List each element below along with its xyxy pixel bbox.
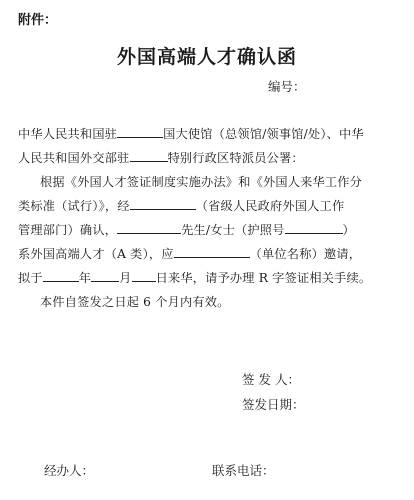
text-segment: 国大使馆（总领馆/领事馆/处）、中华 (163, 127, 364, 141)
issuer-label: 签 发 人： (242, 372, 300, 387)
attachment-label: 附件： (18, 13, 58, 28)
text-segment: 人民共和国外交部驻 (18, 151, 130, 165)
text-segment: （单位名称）邀请， (249, 247, 362, 261)
month-blank (91, 270, 119, 282)
serial-number-label: 编号： (268, 79, 306, 94)
phone-label: 联系电话： (212, 463, 275, 478)
issue-date-label: 签发日期： (242, 397, 305, 412)
country-blank (117, 126, 163, 138)
text-segment: 日来华，请予办理 R 字签证相关手续。 (155, 271, 372, 285)
passport-blank (285, 222, 343, 234)
name-blank (117, 222, 181, 234)
year-blank (43, 270, 79, 282)
document-title: 外国高端人才确认函 (116, 46, 297, 68)
body-line-7 (18, 269, 371, 286)
body-line-2 (18, 149, 304, 166)
body-line-5 (18, 221, 355, 238)
body-line-4 (18, 197, 344, 214)
text-segment: 年 (78, 271, 92, 285)
text-segment: 先生/女士（护照号 (181, 223, 285, 237)
text-segment: 特别行政区特派员公署： (167, 151, 304, 165)
body-line-6 (18, 245, 361, 262)
body-line-1 (18, 125, 364, 142)
handler-label: 经办人： (44, 463, 95, 478)
day-blank (132, 270, 156, 282)
region-blank (130, 150, 168, 162)
text-segment: 月 (119, 271, 132, 285)
text-segment: 管理部门）确认， (18, 223, 118, 237)
province-blank (130, 198, 196, 210)
text-segment: 中华人民共和国驻 (18, 127, 118, 141)
body-line-8: 本件自签发之日起 6 个月内有效。 (40, 295, 230, 309)
text-segment: （省级人民政府外国人工作 (195, 199, 345, 213)
employer-blank (174, 246, 250, 258)
text-segment: 类标准（试行）》，经 (18, 199, 130, 213)
text-segment: 拟于 (18, 271, 43, 285)
body-line-3: 根据《外国人才签证制度实施办法》和《外国人来华工作分 (40, 175, 363, 189)
text-segment: ） (342, 223, 355, 237)
text-segment: 系外国高端人才（A 类），应 (18, 247, 174, 261)
